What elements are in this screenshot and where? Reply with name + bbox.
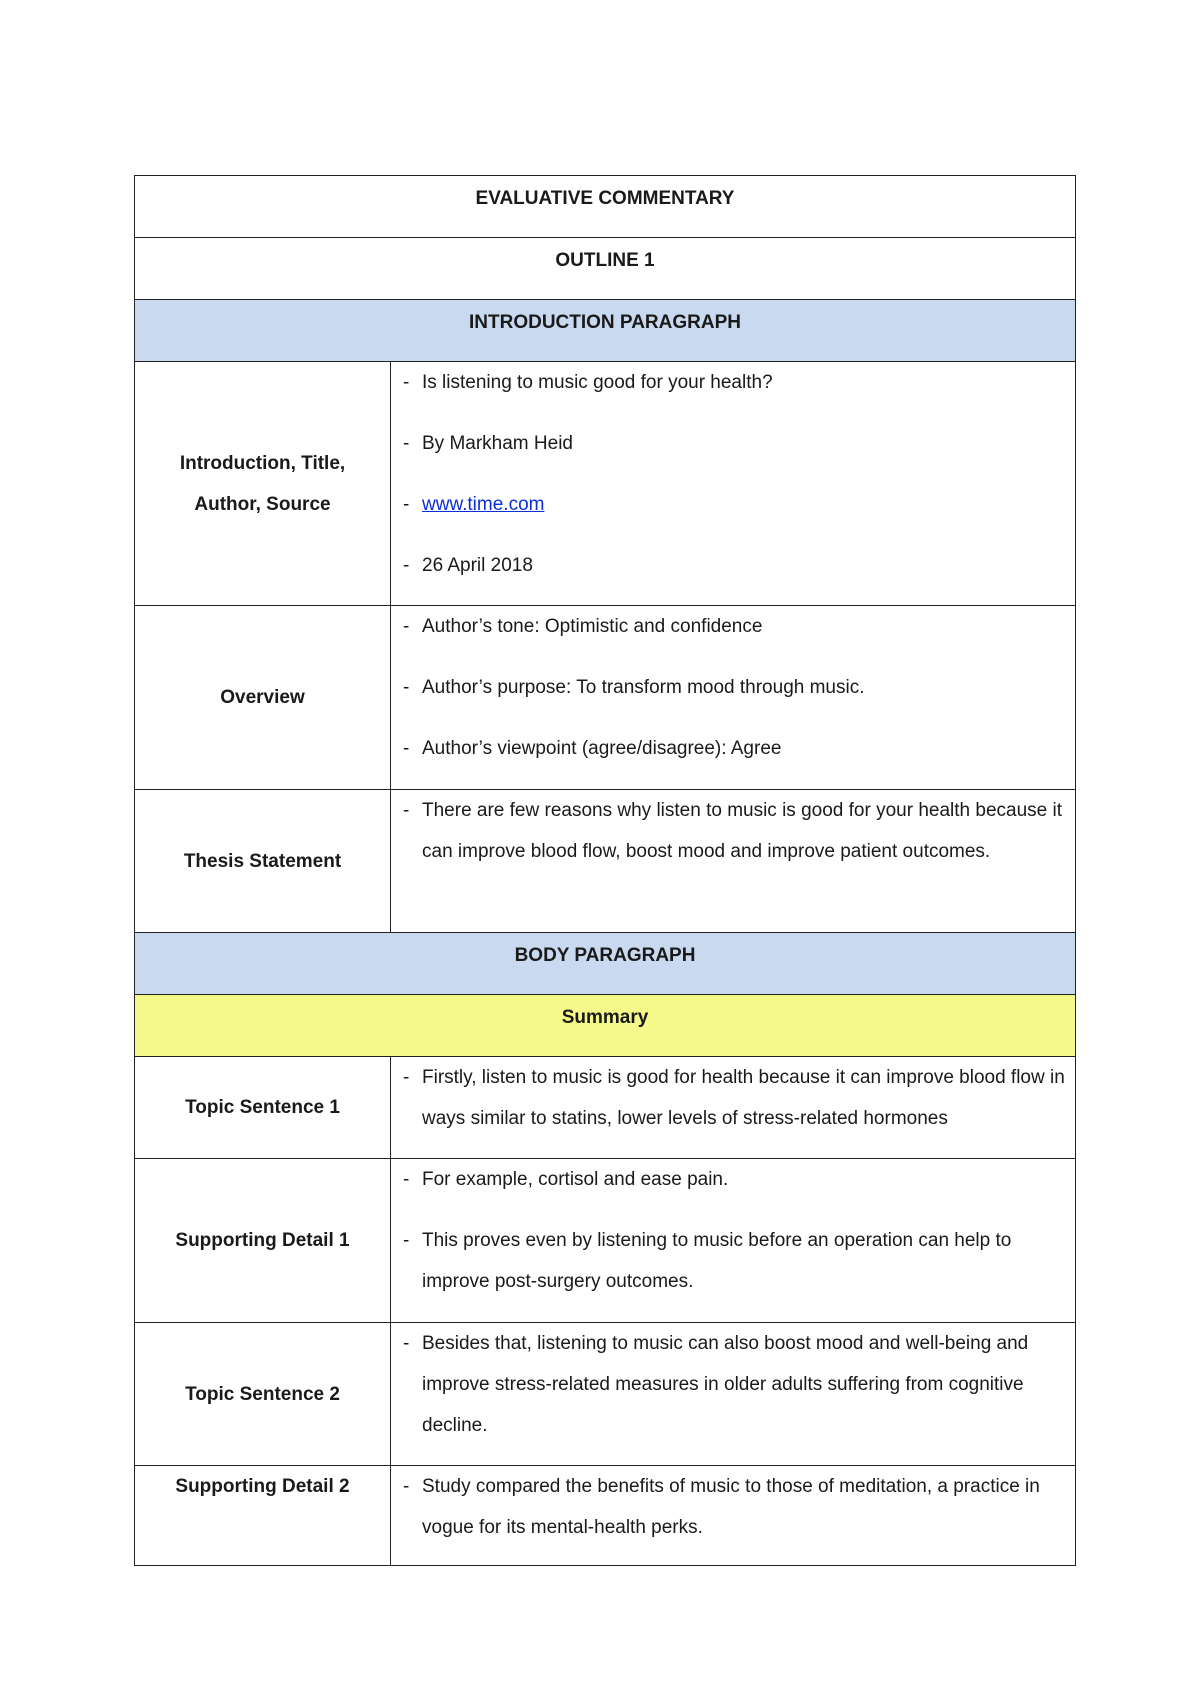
row-label: Thesis Statement xyxy=(135,790,391,933)
item-text: Besides that, listening to music can also boost mood and well-being and improve stress-related measures in older adults suffering from cognitive decline. xyxy=(422,1333,1029,1436)
bullet-dash: - xyxy=(403,433,410,454)
intro-heading-row xyxy=(135,300,1076,362)
bullet-dash: - xyxy=(403,677,410,698)
summary-heading-row xyxy=(135,995,1076,1057)
item-text: Study compared the benefits of music to those of meditation, a practice in vogue for its mental-health perks. xyxy=(422,1476,1040,1538)
source-link[interactable]: www.time.com xyxy=(422,494,545,515)
bullet-dash: - xyxy=(403,1169,410,1190)
bullet-dash: - xyxy=(403,800,410,821)
row-label xyxy=(135,362,391,606)
document-title: EVALUATIVE COMMENTARY xyxy=(475,188,735,209)
intro-heading: INTRODUCTION PARAGRAPH xyxy=(469,312,741,333)
row-label: Topic Sentence 1 xyxy=(135,1057,391,1159)
item-text: 26 April 2018 xyxy=(422,555,533,576)
body-heading-cell xyxy=(135,933,1076,995)
bullet-dash: - xyxy=(403,1476,410,1497)
bullet-dash: - xyxy=(403,372,410,393)
topic-sentence-2-row xyxy=(135,1323,1076,1466)
row-label: Topic Sentence 2 xyxy=(135,1323,391,1466)
bullet-dash: - xyxy=(403,738,410,759)
row-content xyxy=(391,1323,1076,1466)
row-label-line: Author, Source xyxy=(194,493,331,515)
supporting-detail-2-row xyxy=(135,1466,1076,1566)
title-row xyxy=(135,176,1076,238)
list-item xyxy=(401,606,1067,647)
list-item xyxy=(401,1466,1067,1548)
row-label: Supporting Detail 1 xyxy=(135,1159,391,1323)
item-text: Author’s purpose: To transform mood through music. xyxy=(422,677,865,698)
row-label: Supporting Detail 2 xyxy=(135,1466,391,1566)
row-content xyxy=(391,362,1076,606)
bullet-dash: - xyxy=(403,494,410,515)
bullet-dash: - xyxy=(403,1333,410,1354)
item-text: Firstly, listen to music is good for health because it can improve blood flow in ways similar to statins, lower levels of stress-related hormones xyxy=(422,1067,1065,1129)
list-item xyxy=(401,728,1067,769)
list-item xyxy=(401,1323,1067,1446)
list-item xyxy=(401,1057,1067,1139)
item-text: There are few reasons why listen to music is good for your health because it can improve blood flow, boost mood and improve patient outcomes. xyxy=(422,800,1062,862)
body-heading-row xyxy=(135,933,1076,995)
title-cell xyxy=(135,176,1076,238)
list-item xyxy=(401,362,1067,403)
item-text: For example, cortisol and ease pain. xyxy=(422,1169,729,1190)
summary-heading-cell xyxy=(135,995,1076,1057)
item-text: Is listening to music good for your health? xyxy=(422,372,773,393)
bullet-dash: - xyxy=(403,1067,410,1088)
outline-row xyxy=(135,238,1076,300)
list-item xyxy=(401,423,1067,464)
row-content xyxy=(391,1159,1076,1323)
row-content xyxy=(391,1466,1076,1566)
row-label: Overview xyxy=(135,606,391,790)
list-item xyxy=(401,667,1067,708)
intro-source-row xyxy=(135,362,1076,606)
list-item xyxy=(401,1159,1067,1200)
topic-sentence-1-row xyxy=(135,1057,1076,1159)
row-content xyxy=(391,606,1076,790)
row-content xyxy=(391,1057,1076,1159)
list-item xyxy=(401,1220,1067,1302)
item-text: This proves even by listening to music before an operation can help to improve post-surgery outcomes. xyxy=(422,1230,1012,1292)
outline-cell xyxy=(135,238,1076,300)
row-content xyxy=(391,790,1076,933)
intro-heading-cell xyxy=(135,300,1076,362)
outline-table xyxy=(134,175,1076,1566)
list-item xyxy=(401,484,1067,525)
list-item xyxy=(401,545,1067,586)
supporting-detail-1-row xyxy=(135,1159,1076,1323)
bullet-dash: - xyxy=(403,555,410,576)
overview-row xyxy=(135,606,1076,790)
thesis-row xyxy=(135,790,1076,933)
summary-heading: Summary xyxy=(561,1007,649,1028)
list-item xyxy=(401,790,1067,872)
item-text: Author’s viewpoint (agree/disagree): Agree xyxy=(422,738,782,759)
item-text: Author’s tone: Optimistic and confidence xyxy=(422,616,763,637)
row-label-line: Introduction, Title, xyxy=(179,452,346,474)
bullet-dash: - xyxy=(403,1230,410,1251)
outline-label: OUTLINE 1 xyxy=(555,250,655,271)
bullet-dash: - xyxy=(403,616,410,637)
item-text: By Markham Heid xyxy=(422,433,573,454)
body-heading: BODY PARAGRAPH xyxy=(514,945,696,966)
